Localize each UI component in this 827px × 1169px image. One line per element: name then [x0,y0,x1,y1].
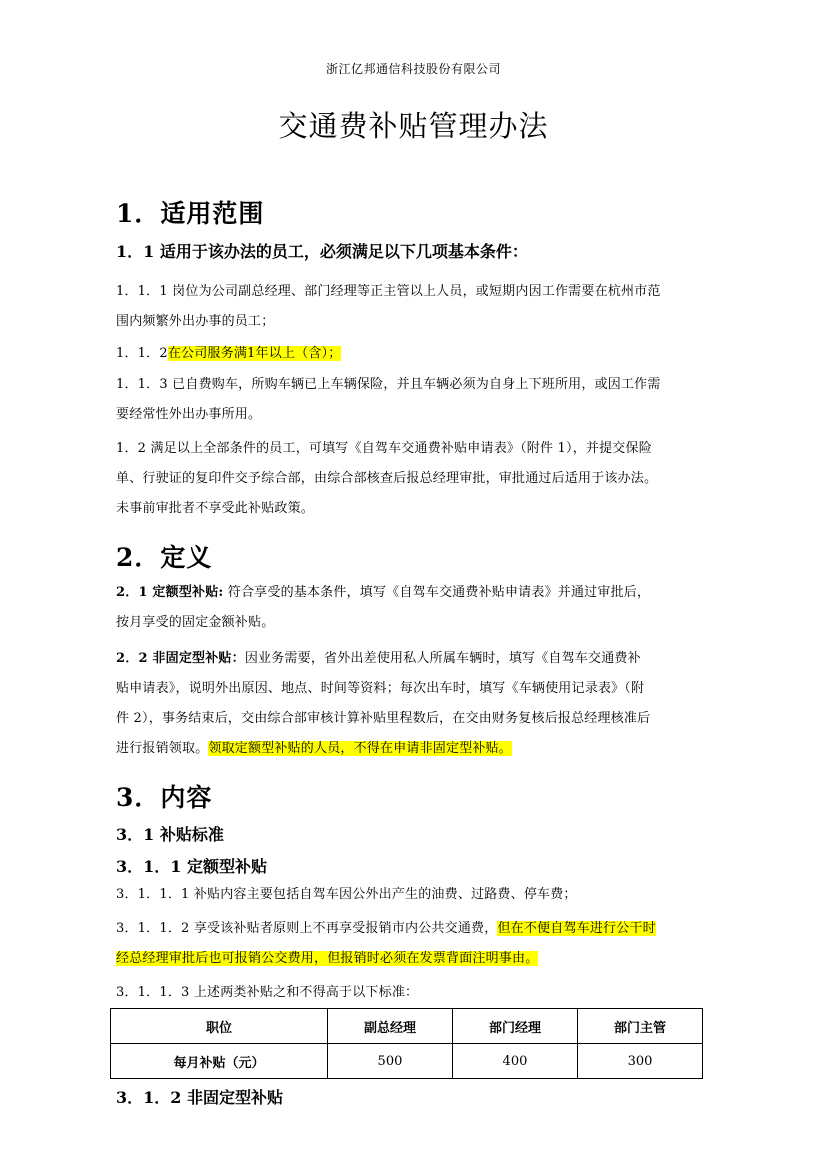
item-1-1-2-number: 1．1．2 [116,346,168,361]
highlight-service-years: 1 [247,346,256,361]
company-header: 浙江亿邦通信科技股份有限公司 [325,62,501,76]
highlight-service-b: 年以上（含）； [255,346,342,361]
item-3-1-1-2-number: 3．1．1．2 [116,921,190,936]
item-1-1-3-text: 已自费购车，所购车辆已上车辆保险，并且车辆必须为自身上下班所用，或因工作需 [172,377,661,392]
definition-2-2-line4: 进行报销领取。 [116,741,209,756]
table-row [111,1044,703,1079]
section-3-1-1-heading: 3．1．1 定额型补贴 [116,857,267,876]
definition-2-1 [116,578,716,638]
item-3-1-1-3-number: 3．1．1．3 [116,985,190,1000]
document-title: 交通费补贴管理办法 [278,109,549,143]
item-1-2-line3: 未事前审批者不享受此补贴政策。 [116,501,315,516]
section-3-heading: 3．内容 [116,783,213,812]
item-3-1-1-3 [116,978,712,1008]
table-header-cell: 部门经理 [452,1009,577,1044]
table-header-row [111,1009,703,1044]
item-3-1-1-1-text: 补贴内容主要包括自驾车因公外出产生的油费、过路费、停车费； [193,887,577,902]
table-cell: 500 [327,1044,452,1079]
highlight-transit-exception-b: 经总经理审批后也可报销公交费用，但报销时必须在发票背面注明事由。 [116,951,539,966]
item-1-2 [116,434,716,524]
highlight-transit-exception-a: 但在不便自驾车进行公干时 [497,921,656,936]
item-1-2-line2: 单、行驶证的复印件交予综合部，由综合部核查后报总经理审批，审批通过后适用于该办法。 [116,471,658,486]
highlight-fixed-subsidy-note: 领取定额型补贴的人员，不得在申请非固定型补贴。 [208,741,513,756]
section-3-1-heading: 3．1 补贴标准 [116,825,224,844]
item-1-1-1-text-cont: 围内频繁外出办事的员工； [116,314,275,329]
highlight-service-a: 在公司服务满 [167,346,248,361]
table-row-label: 每月补贴（元） [111,1044,328,1079]
section-3-1-2-heading: 3．1．2 非固定型补贴 [116,1088,283,1107]
item-3-1-1-2-text: 享受该补贴者原则上不再享受报销市内公共交通费， [193,921,498,936]
table-header-cell: 副总经理 [327,1009,452,1044]
item-1-1-1-number: 1．1．1 [116,284,168,299]
definition-2-1-colon: : [218,585,224,600]
table-header-cell: 部门主管 [577,1009,702,1044]
item-1-1-2 [116,339,712,369]
definition-2-1-line2: 按月享受的固定金额补贴。 [116,615,275,630]
item-1-1-3-text-cont: 要经常性外出办事所用。 [116,407,262,422]
table-cell: 300 [577,1044,702,1079]
item-3-1-1-2 [116,914,716,974]
item-3-1-1-1-number: 3．1．1．1 [116,887,190,902]
table-header-cell: 职位 [111,1009,328,1044]
definition-2-2-line1: 因业务需要，省外出差使用私人所属车辆时，填写《自驾车交通费补 [244,651,641,666]
item-1-2-number: 1．2 [116,441,147,456]
definition-2-2-label: 2．2 非固定型补贴 [116,651,232,666]
definition-2-1-line1: 符合享受的基本条件，填写《自驾车交通费补贴申请表》并通过审批后， [227,585,651,600]
definition-2-2-colon: ： [231,651,245,666]
definition-2-2-line3: 件 2），事务结束后，交由综合部审核计算补贴里程数后，在交由财务复核后报总经理核准后 [116,711,651,726]
item-3-1-1-3-text: 上述两类补贴之和不得高于以下标准： [193,985,419,1000]
section-1-1-heading: 1．1 适用于该办法的员工，必须满足以下几项基本条件： [116,242,528,261]
section-2-heading: 2．定义 [116,543,213,572]
definition-2-2 [116,644,716,764]
item-1-1-3-number: 1．1．3 [116,377,168,392]
item-1-1-1-text: 岗位为公司副总经理、部门经理等正主管以上人员，或短期内因工作需要在杭州市范 [172,284,661,299]
definition-2-1-label: 2．1 定额型补贴 [116,585,219,600]
subsidy-standard-table [110,1008,703,1079]
table-cell: 400 [452,1044,577,1079]
item-1-2-line1: 满足以上全部条件的员工，可填写《自驾车交通费补贴申请表》（附件 1），并提交保险 [150,441,652,456]
item-1-1-3 [116,370,712,430]
definition-2-2-line2: 贴申请表》，说明外出原因、地点、时间等资料；每次出车时，填写《车辆使用记录表》（附 [116,681,645,696]
item-3-1-1-1 [116,880,712,910]
section-1-heading: 1．适用范围 [116,199,265,228]
item-1-1-1 [116,277,712,337]
